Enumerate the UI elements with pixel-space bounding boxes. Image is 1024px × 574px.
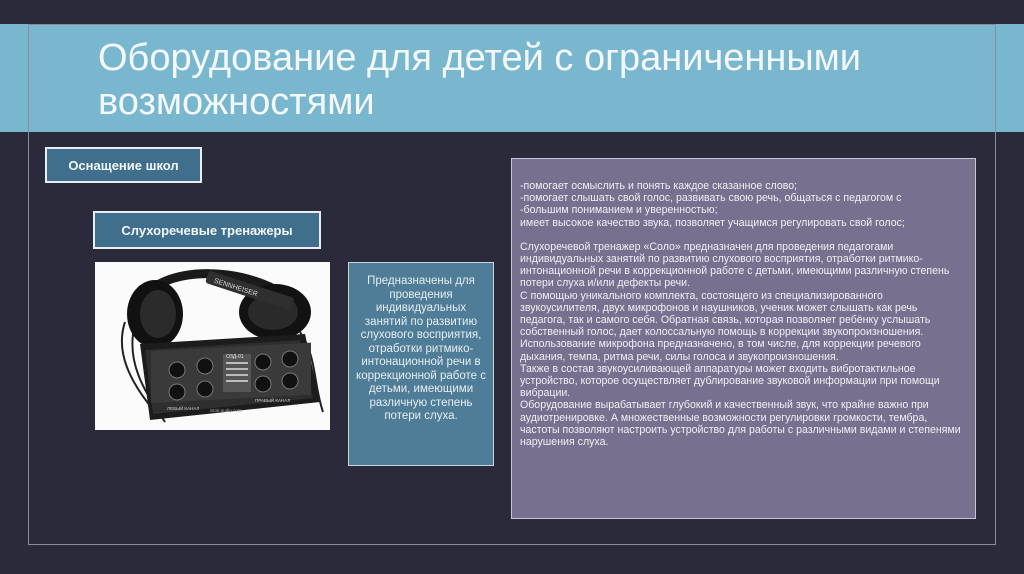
headphones-amplifier-image	[95, 262, 330, 430]
panel-line: -помогает осмыслить и понять каждое сказанное слово;	[520, 180, 798, 192]
headphones-brand-text: SENNHEISER	[212, 277, 259, 299]
panel-line: -большим пониманием и уверенностью;	[520, 204, 718, 217]
panel-paragraph: С помощью уникального комплекта, состоящего из специализированного звукоусилителя, двух микрофонов и наушников, ученик может слышать как речь педагога, так и самого себя. Обратная связь, которая позволяет ребёнку услышать собственный голос, дает колоссальную помощь в коррекции звукопроизношения.	[520, 289, 931, 339]
right-channel-text: ПРАВЫЙ КАНАЛ	[255, 398, 291, 403]
trainers-label	[93, 211, 321, 249]
schools-label-text: Оснащение школ	[68, 157, 179, 173]
description-box	[348, 262, 494, 466]
panel-gap	[520, 229, 965, 241]
description-text: Предназначены для проведения индивидуальных занятий по развитию слухового восприятия, отработки ритмико-интонационной речи в коррекционной работе с детьми, имеющими различную степень потери слуха.	[356, 275, 486, 422]
slide-title: Оборудование для детей с ограниченными возможностями	[98, 37, 862, 123]
info-panel	[511, 158, 976, 519]
url-text: istok-audio.com	[210, 408, 242, 413]
panel-paragraph: Использование микрофона предназначено, в том числе, для коррекции речевого дыхания, темпа, ритма речи, силы голоса и звукопроизношения.	[520, 338, 921, 363]
trainers-label-text: Слухоречевые тренажеры	[121, 222, 293, 238]
panel-paragraph: Оборудование вырабатывает глубокий и качественный звук, что крайне важно при аудиотренировке. А множественные возможности регулировки громкости, тембра, частоты позволяют настроить устройство для работы с различными видами и степенями нарушения слуха.	[520, 399, 961, 449]
panel-line: имеет высокое качество звука, позволяет учащимся регулировать свой голос;	[520, 216, 905, 229]
panel-paragraph: Слухоречевой тренажер «Соло» предназначен для проведения педагогами индивидуальных занятий по развитию слухового восприятия, отработки ритмико-интонационной речи в коррекционной работе с детьми, имеющими различную степень потери слуха и/или дефекты речи.	[520, 240, 950, 290]
panel-line: -помогает слышать свой голос, развивать свою речь, общаться с педагогом с	[520, 192, 902, 205]
panel-paragraph: Также в состав звукоусиливающей аппаратуры может входить вибротактильное устройство, которое осуществляет дублирование звуковой информации при помощи вибрации.	[520, 362, 940, 400]
schools-label	[45, 147, 202, 183]
equipment-photo	[95, 262, 330, 430]
device-model-text: ОЗД-01	[226, 354, 244, 360]
left-channel-text: ЛЕВЫЙ КАНАЛ	[167, 406, 200, 411]
